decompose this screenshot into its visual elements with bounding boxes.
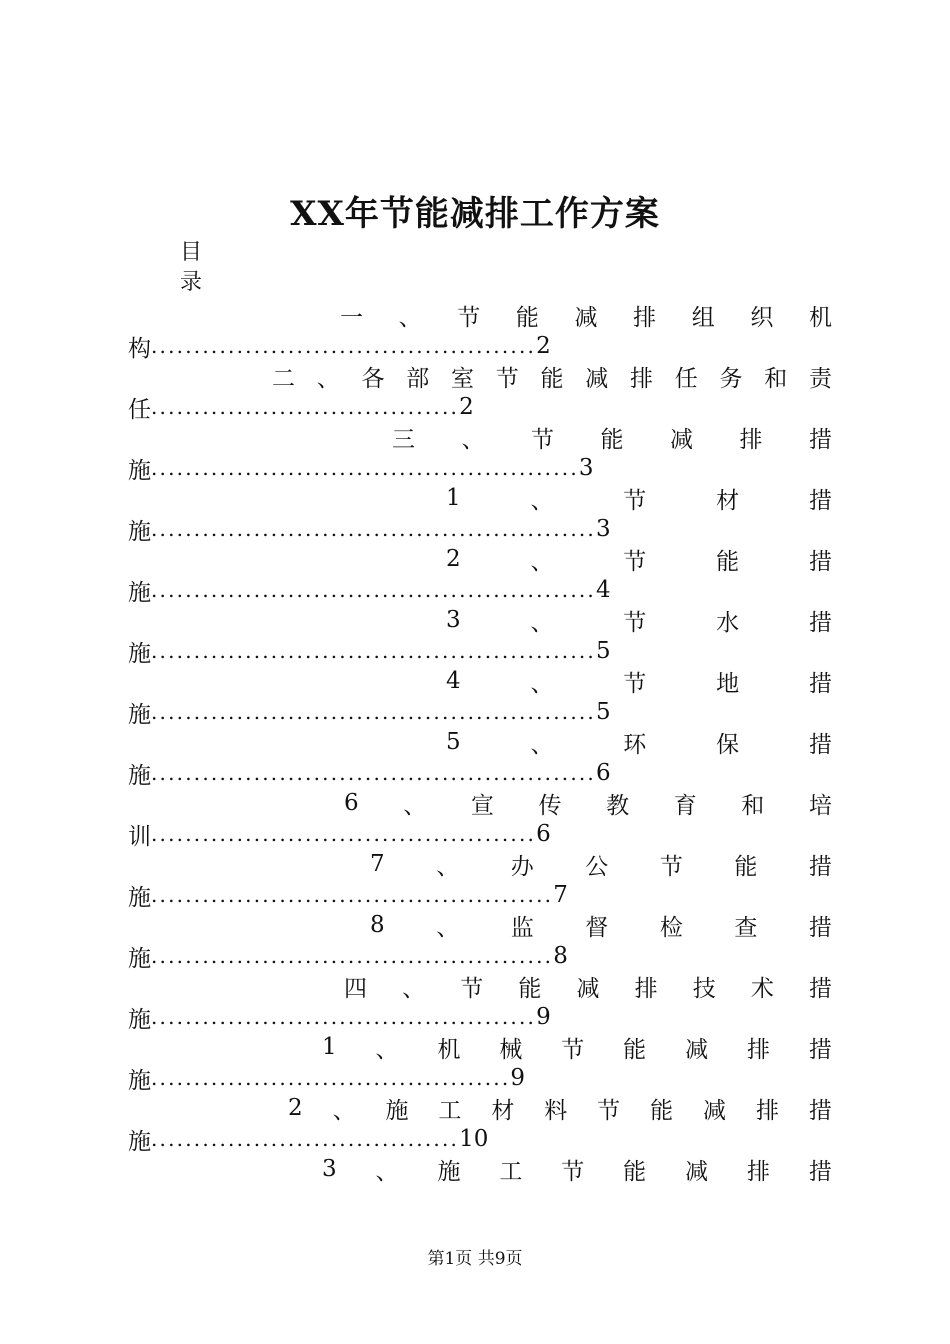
toc-entry-label-char: 环 [623, 731, 647, 758]
toc-entry-label-char: 措 [808, 548, 832, 575]
toc-entry[interactable] [0, 788, 950, 849]
toc-entry-label-char: 材 [716, 487, 740, 514]
toc-entry-label-char: 节 [659, 853, 683, 880]
toc-entry-label-char: 部 [406, 365, 430, 392]
toc-entry-label-char: 减 [685, 1036, 709, 1063]
toc-entry-label-char: 工 [499, 1158, 523, 1185]
toc-entry-label [370, 849, 832, 879]
toc-entry-continuation [128, 880, 568, 910]
toc-entry-label [272, 361, 832, 391]
toc-entry-label-char: 能 [716, 548, 740, 575]
toc-entry-label-char: 术 [750, 975, 774, 1002]
toc-entry-label-char: 育 [673, 792, 697, 819]
toc-entry-label-char: 减 [576, 975, 600, 1002]
dot-leader: .................................................... [151, 700, 596, 724]
toc-entry[interactable] [0, 1154, 950, 1215]
toc-heading-char-1: 目 [180, 240, 203, 265]
toc-entry-label-char: 检 [659, 914, 683, 941]
toc-entry-label-char: 排 [755, 1097, 779, 1124]
toc-entry-label-char: 节 [623, 609, 647, 636]
toc-entry-label-char: 排 [630, 365, 653, 392]
toc-entry-label-char: 措 [809, 426, 832, 453]
toc-entry-label-char: 措 [808, 487, 832, 514]
toc-entry-label-char: 三 [392, 426, 415, 453]
toc-entry-label-char: 机 [437, 1036, 461, 1063]
toc-entry-tail: 施 [128, 457, 151, 484]
toc-entry-label-char: 节 [623, 487, 647, 514]
toc-entry-label-char: 保 [716, 731, 740, 758]
toc-entry-page-number: 7 [553, 882, 568, 908]
toc-entry-tail: 任 [128, 396, 151, 423]
toc-entry-label-char: 能 [540, 365, 564, 392]
toc-entry-label [288, 1093, 832, 1123]
toc-entry[interactable] [0, 849, 950, 910]
toc-entry-label-char: 排 [746, 1036, 770, 1063]
toc-entry-label [446, 727, 832, 757]
toc-entry-label-char: 3 [446, 607, 461, 633]
toc-entry-label-char: 节 [457, 304, 481, 331]
toc-entry-label-char: 宣 [470, 792, 494, 819]
toc-entry-tail: 施 [128, 640, 151, 667]
toc-entry-label-char: 1 [322, 1034, 337, 1060]
toc-entry-label-char: 措 [808, 1097, 832, 1124]
table-of-contents [0, 300, 950, 1215]
toc-entry-continuation [128, 575, 611, 605]
toc-entry-continuation [128, 697, 611, 727]
toc-entry-label-char: 措 [808, 670, 832, 697]
toc-entry-label-char: 节 [531, 426, 554, 453]
dot-leader: ............................................... [151, 883, 554, 907]
toc-entry-label-char: 室 [451, 365, 474, 392]
toc-entry-continuation [128, 636, 611, 666]
toc-entry-label-char: 8 [370, 912, 385, 938]
toc-entry-page-number: 5 [596, 638, 611, 664]
toc-entry-label [344, 788, 832, 818]
toc-entry-label-char: 2 [446, 546, 461, 572]
toc-entry-label-char: 、 [332, 1097, 356, 1124]
toc-entry-label-char: 监 [510, 914, 534, 941]
toc-entry-label [446, 544, 832, 574]
toc-entry-label-char: 排 [634, 975, 658, 1002]
toc-entry-tail: 施 [128, 518, 151, 545]
dot-leader: ............................................. [151, 822, 537, 846]
toc-entry-tail: 施 [128, 701, 151, 728]
toc-entry-label-char: 节 [623, 670, 647, 697]
toc-entry-label-char: 、 [530, 670, 554, 697]
toc-entry-label-char: 织 [750, 304, 774, 331]
toc-entry-label-char: 教 [606, 792, 630, 819]
toc-entry-label [446, 483, 832, 513]
page-footer: 第1页 共9页 [427, 1249, 523, 1269]
toc-entry-label-char: 办 [510, 853, 534, 880]
toc-entry-label-char: 措 [808, 731, 832, 758]
toc-entry-tail: 施 [128, 762, 151, 789]
toc-entry-label-char: 排 [739, 426, 763, 453]
toc-entry-page-number: 2 [536, 333, 551, 359]
toc-entry-continuation [128, 1002, 551, 1032]
dot-leader: .......................................... [151, 1066, 511, 1090]
toc-entry-label-char: 施 [385, 1097, 409, 1124]
toc-entry[interactable] [0, 300, 950, 361]
toc-entry-continuation [128, 331, 551, 361]
toc-entry-page-number: 8 [553, 943, 568, 969]
toc-entry-tail: 施 [128, 1006, 151, 1033]
dot-leader: .................................................. [151, 456, 579, 480]
toc-entry-label-char: 传 [538, 792, 562, 819]
toc-entry-label [446, 666, 832, 696]
toc-entry-label-char: 节 [460, 975, 484, 1002]
toc-entry-label-char: 措 [809, 975, 832, 1002]
toc-entry-label-char: 查 [734, 914, 758, 941]
toc-entry-tail: 施 [128, 945, 151, 972]
toc-entry-continuation [128, 1063, 525, 1093]
toc-entry-continuation [128, 392, 474, 422]
toc-entry[interactable] [0, 483, 950, 544]
toc-entry[interactable] [0, 544, 950, 605]
toc-entry-label-char: 措 [808, 1158, 832, 1185]
toc-entry-label-char: 减 [670, 426, 693, 453]
toc-entry-page-number: 5 [596, 699, 611, 725]
toc-entry-label-char: 排 [633, 304, 657, 331]
toc-entry-label-char: 措 [808, 1036, 832, 1063]
toc-entry-label-char: 二 [272, 365, 295, 392]
toc-entry-label-char: 和 [741, 792, 765, 819]
toc-entry-label-char: 措 [808, 609, 832, 636]
toc-entry[interactable] [0, 727, 950, 788]
toc-entry-label-char: 能 [734, 853, 758, 880]
toc-entry-label-char: 能 [650, 1097, 674, 1124]
toc-entry-label-char: 、 [316, 365, 340, 392]
toc-entry-tail: 施 [128, 1128, 151, 1155]
toc-entry-label-char: 减 [574, 304, 598, 331]
toc-entry-label [392, 422, 832, 452]
dot-leader: .................................................... [151, 639, 596, 663]
toc-entry-label-char: 5 [446, 729, 461, 755]
toc-heading-char-2: 录 [180, 270, 203, 295]
toc-entry-tail: 施 [128, 884, 151, 911]
toc-entry-label-char: 能 [515, 304, 539, 331]
dot-leader: ............................................. [151, 334, 537, 358]
toc-entry-label-char: 、 [398, 304, 422, 331]
dot-leader: .................................................... [151, 517, 596, 541]
toc-entry-label-char: 一 [340, 304, 363, 331]
toc-entry-label-char: 节 [597, 1097, 621, 1124]
toc-entry[interactable] [0, 361, 950, 422]
toc-entry-label [322, 1032, 832, 1062]
toc-entry-label-char: 能 [623, 1036, 647, 1063]
toc-entry-label-char: 2 [288, 1095, 303, 1121]
toc-entry-label-char: 能 [518, 975, 542, 1002]
toc-entry-label-char: 技 [692, 975, 716, 1002]
toc-entry[interactable] [0, 605, 950, 666]
toc-entry-label-char: 措 [808, 853, 832, 880]
toc-entry-label-char: 、 [375, 1158, 399, 1185]
toc-entry-label-char: 节 [623, 548, 647, 575]
toc-entry[interactable] [0, 971, 950, 1032]
toc-entry-label-char: 节 [561, 1158, 585, 1185]
dot-leader: ............................................... [151, 944, 554, 968]
toc-entry-label [340, 300, 832, 330]
dot-leader: .................................................... [151, 578, 596, 602]
toc-entry-label-char: 、 [461, 426, 485, 453]
toc-entry-label-char: 务 [719, 365, 743, 392]
toc-entry-label-char: 材 [491, 1097, 515, 1124]
toc-entry-label-char: 、 [375, 1036, 399, 1063]
toc-entry-label-char: 4 [446, 668, 461, 694]
toc-entry-label-char: 、 [402, 975, 426, 1002]
dot-leader: .................................................... [151, 761, 596, 785]
toc-entry-page-number: 3 [596, 516, 611, 542]
toc-entry[interactable] [0, 666, 950, 727]
toc-entry-continuation [128, 1124, 488, 1154]
toc-entry-label-char: 节 [561, 1036, 585, 1063]
toc-entry-page-number: 3 [578, 455, 594, 481]
toc-entry-label-char: 公 [585, 853, 609, 880]
toc-entry-continuation [128, 514, 611, 544]
toc-entry-label-char: 四 [344, 975, 367, 1002]
toc-entry-label [344, 971, 832, 1001]
toc-entry-continuation [128, 453, 594, 483]
toc-entry-label-char: 能 [600, 426, 624, 453]
toc-entry-page-number: 9 [510, 1065, 526, 1091]
toc-entry-label-char: 械 [499, 1036, 523, 1063]
toc-entry-label-char: 、 [436, 853, 460, 880]
toc-entry-page-number: 6 [536, 821, 551, 847]
toc-entry-page-number: 9 [536, 1004, 551, 1030]
toc-entry-label-char: 排 [746, 1158, 770, 1185]
toc-entry-continuation [128, 819, 551, 849]
toc-entry-label-char: 督 [585, 914, 609, 941]
toc-entry-label-char: 、 [530, 487, 554, 514]
toc-entry-tail: 构 [128, 335, 151, 362]
dot-leader: ............................................. [151, 1005, 537, 1029]
toc-entry-page-number: 6 [596, 760, 611, 786]
toc-entry-label-char: 、 [403, 792, 427, 819]
toc-entry-label-char: 6 [344, 790, 359, 816]
dot-leader: .................................... [151, 395, 460, 419]
toc-entry-tail: 训 [128, 823, 151, 850]
toc-entry-label-char: 1 [446, 485, 461, 511]
toc-entry-label-char: 培 [808, 792, 832, 819]
toc-entry-label-char: 、 [530, 609, 554, 636]
document-title: XX年节能减排工作方案 [290, 194, 660, 234]
toc-entry-tail: 施 [128, 1067, 151, 1094]
toc-entry-label-char: 减 [703, 1097, 727, 1124]
toc-entry[interactable] [0, 910, 950, 971]
toc-entry-continuation [128, 758, 611, 788]
toc-entry-label-char: 地 [716, 670, 740, 697]
toc-entry-label-char: 料 [544, 1097, 568, 1124]
toc-entry-label-char: 水 [716, 609, 740, 636]
toc-entry-label [446, 605, 832, 635]
toc-entry-label [322, 1154, 832, 1184]
toc-entry[interactable] [0, 1093, 950, 1154]
toc-entry-label-char: 责 [809, 365, 832, 392]
toc-entry-label-char: 3 [322, 1156, 337, 1182]
toc-entry-page-number: 2 [459, 394, 474, 420]
toc-entry-page-number: 4 [596, 577, 611, 603]
toc-entry-label-char: 组 [691, 304, 715, 331]
toc-entry-label-char: 工 [438, 1097, 462, 1124]
toc-entry-label-char: 减 [585, 365, 609, 392]
toc-entry-label-char: 减 [685, 1158, 709, 1185]
toc-entry-label-char: 节 [495, 365, 519, 392]
toc-entry-tail: 施 [128, 579, 151, 606]
toc-entry-label-char: 和 [764, 365, 788, 392]
toc-entry-label-char: 各 [361, 365, 385, 392]
toc-entry-label [370, 910, 832, 940]
toc-heading [180, 238, 202, 298]
toc-entry-label-char: 、 [530, 548, 554, 575]
toc-entry-label-char: 、 [436, 914, 460, 941]
toc-entry-label-char: 能 [623, 1158, 647, 1185]
toc-entry-label-char: 措 [808, 914, 832, 941]
toc-entry-label-char: 机 [809, 304, 832, 331]
toc-entry-label-char: 任 [674, 365, 698, 392]
toc-entry-label-char: 、 [530, 731, 554, 758]
toc-entry[interactable] [0, 1032, 950, 1093]
toc-entry-continuation [128, 941, 568, 971]
toc-entry-page-number: 10 [459, 1126, 489, 1152]
dot-leader: .................................... [151, 1127, 460, 1151]
toc-entry-label-char: 7 [370, 851, 385, 877]
toc-entry-label-char: 施 [437, 1158, 461, 1185]
toc-entry[interactable] [0, 422, 950, 483]
